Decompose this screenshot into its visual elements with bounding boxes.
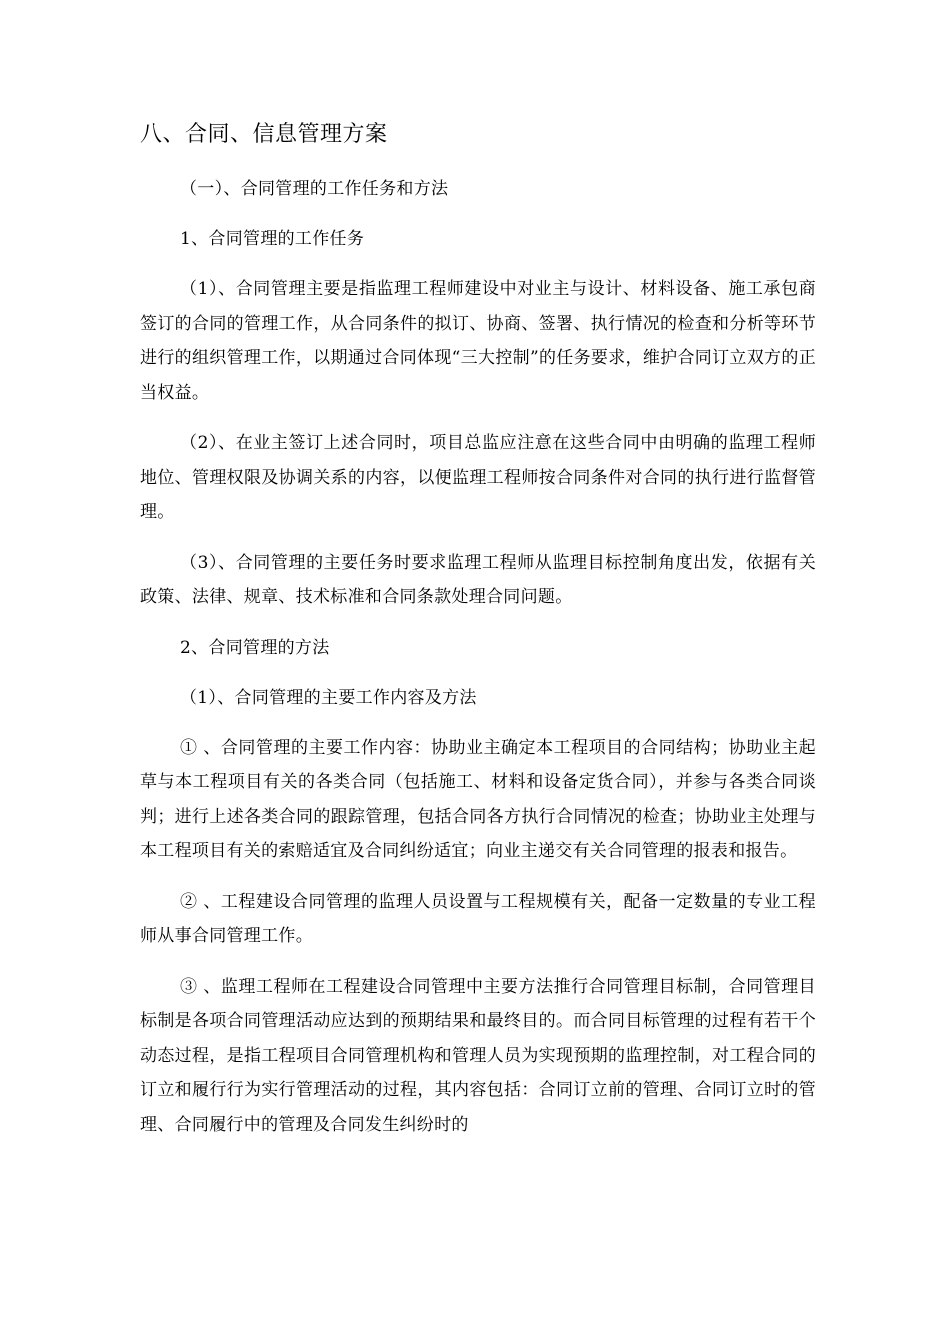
subsection-heading-work-tasks: 1、合同管理的工作任务 — [180, 229, 365, 249]
subsection-heading-main-content: （1）、合同管理的主要工作内容及方法 — [180, 687, 477, 708]
section-heading-contract-management: （一）、合同管理的工作任务和方法 — [180, 179, 449, 199]
paragraph-task-1: （1）、合同管理主要是指监理工程师建设中对业主与设计、材料设备、施工承包商签订的合同的管理工作，从合同条件的拟订、协商、签署、执行情况的检查和分析等环节进行的组织管理工作，以期通过合同体现“三大控制”的任务要求，维护合同订立双方的正当权益。 — [140, 279, 816, 403]
document-page — [140, 116, 816, 1158]
paragraph-method-3: ③ 、监理工程师在工程建设合同管理中主要方法推行合同管理目标制，合同管理目标制是各项合同管理活动应达到的预期结果和最终目的。而合同目标管理的过程有若干个动态过程，是指工程项目合同管理机构和管理人员为实现预期的监理控制，对工程合同的订立和履行行为实行管理活动的过程，其内容包括：合同订立前的管理、合同订立时的管理、合同履行中的管理及合同发生纠纷时的 — [140, 976, 816, 1135]
paragraph-method-1: ① 、合同管理的主要工作内容：协助业主确定本工程项目的合同结构；协助业主起草与本工程项目有关的各类合同（包括施工、材料和设备定货合同），并参与各类合同谈判；进行上述各类合同的跟踪管理，包括合同各方执行合同情况的检查；协助业主处理与本工程项目有关的索赔适宜及合同纠纷适宜；向业主递交有关合同管理的报表和报告。 — [140, 737, 816, 861]
paragraph-task-3: （3）、合同管理的主要任务时要求监理工程师从监理目标控制角度出发，依据有关政策、法律、规章、技术标准和合同条款处理合同问题。 — [140, 552, 816, 607]
paragraph-method-2: ② 、工程建设合同管理的监理人员设置与工程规模有关，配备一定数量的专业工程师从事合同管理工作。 — [140, 891, 816, 946]
paragraph-task-2: （2）、在业主签订上述合同时，项目总监应注意在这些合同中由明确的监理工程师地位、管理权限及协调关系的内容，以便监理工程师按合同条件对合同的执行进行监督管理。 — [140, 433, 816, 522]
subsection-heading-methods: 2、合同管理的方法 — [180, 637, 330, 658]
document-title: 八、合同、信息管理方案 — [140, 122, 388, 147]
